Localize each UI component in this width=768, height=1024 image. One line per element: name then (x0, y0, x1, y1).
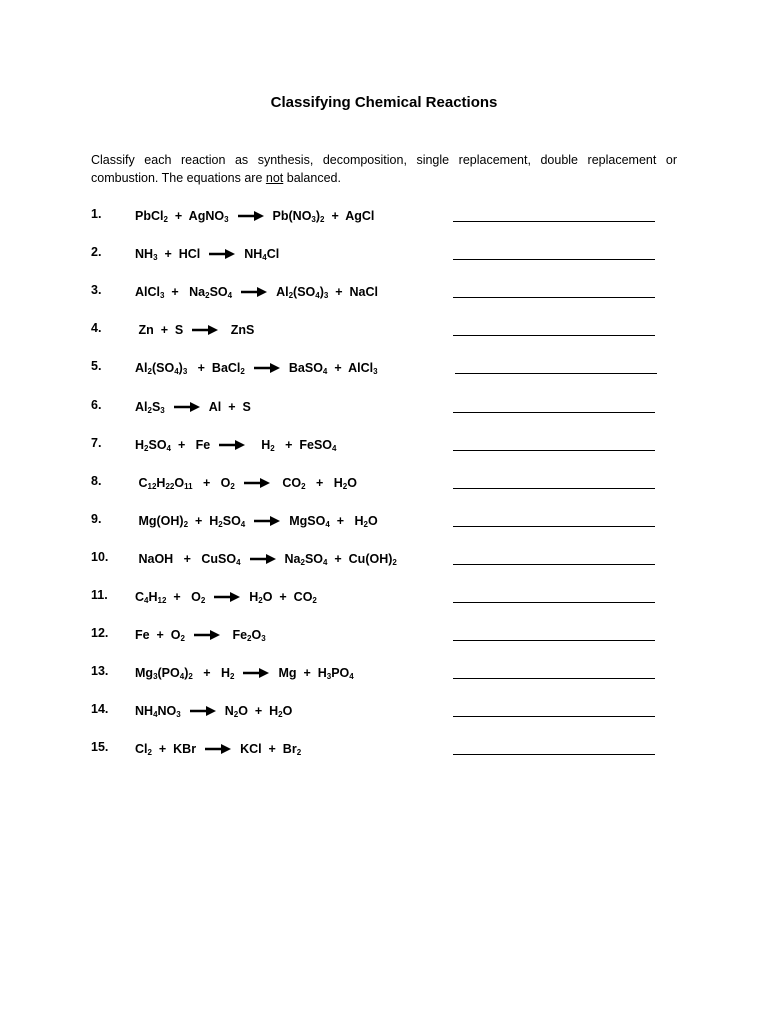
reaction-number: 12. (91, 626, 109, 640)
reaction-number: 3. (91, 283, 102, 297)
answer-blank[interactable] (453, 640, 655, 641)
arrow-icon (191, 324, 219, 336)
answer-blank[interactable] (455, 373, 657, 374)
arrow-icon (243, 477, 271, 489)
reactants: $C_{12}H_{22}O_{11} + O_2$ (135, 476, 235, 491)
reaction-row (91, 207, 661, 227)
reaction-equation (135, 664, 354, 682)
reactants: $Fe + O_2$ (135, 628, 185, 643)
reaction-equation (135, 283, 378, 301)
arrow-icon (237, 210, 265, 222)
reaction-row (91, 626, 661, 646)
products: $Al_2(SO_4)_3$ + NaCl (276, 285, 379, 300)
arrow-icon (173, 401, 201, 413)
arrow-icon (240, 286, 268, 298)
reaction-number: 7. (91, 436, 102, 450)
answer-blank[interactable] (453, 450, 655, 451)
reactants: NaOH + CuSO$_4$ (135, 552, 241, 567)
answer-blank[interactable] (453, 488, 655, 489)
reaction-equation (135, 512, 378, 530)
reaction-row (91, 664, 661, 684)
reactants: $Al_2S_3$ (135, 400, 165, 415)
reaction-number: 14. (91, 702, 109, 716)
answer-blank[interactable] (453, 526, 655, 527)
reactants: $C_4H_{12} + O_2$ (135, 590, 206, 605)
reaction-row (91, 702, 661, 722)
answer-blank[interactable] (453, 564, 655, 565)
reaction-number: 4. (91, 321, 102, 335)
reaction-number: 1. (91, 207, 102, 221)
arrow-icon (189, 705, 217, 717)
reaction-row (91, 359, 661, 379)
reaction-equation (135, 207, 374, 225)
products: BaSO$_4$ + AlCl$_3$ (288, 361, 378, 376)
arrow-icon (213, 591, 241, 603)
products: $N_2O + H_2O$ (224, 704, 293, 719)
reaction-equation (135, 321, 254, 339)
reaction-number: 15. (91, 740, 109, 754)
products: KCl + $Br_2$ (240, 742, 302, 757)
reactants: $Mg_3(PO_4)_2 + H_2$ (135, 666, 235, 681)
reaction-equation (135, 740, 301, 758)
reaction-number: 13. (91, 664, 109, 678)
answer-blank[interactable] (453, 602, 655, 603)
reaction-row (91, 436, 661, 456)
arrow-icon (218, 439, 246, 451)
reactants: $NH_4NO_3$ (135, 704, 181, 719)
reaction-number: 10. (91, 550, 109, 564)
arrow-icon (253, 515, 281, 527)
products: $CO_2 + H_2O$ (278, 476, 357, 491)
products: $H_2O + CO_2$ (249, 590, 317, 605)
instructions (91, 151, 677, 187)
answer-blank[interactable] (453, 259, 655, 260)
products: Al + S (208, 400, 251, 414)
arrow-icon (253, 362, 281, 374)
reaction-row (91, 283, 661, 303)
reaction-equation (135, 436, 336, 454)
answer-blank[interactable] (453, 716, 655, 717)
reaction-row (91, 588, 661, 608)
products: $NH_4Cl$ (244, 247, 280, 262)
reaction-equation (135, 474, 357, 492)
answer-blank[interactable] (453, 335, 655, 336)
arrow-icon (242, 667, 270, 679)
reactants: $H_2SO_4 + Fe$ (135, 438, 211, 453)
products: MgSO$_4$ + $H_2O$ (289, 514, 378, 529)
reactants: $Mg(OH)_2 + H_2SO_4$ (135, 514, 246, 529)
instructions-text: Classify each reaction as synthesis, decomposition, single replacement, double replacement or combustion. The equations are (91, 153, 677, 185)
products: $Pb(NO_3)_2$ + AgCl (272, 209, 375, 224)
reactants: $Al_2(SO_4)_3$ + BaCl$_2$ (135, 361, 245, 376)
reaction-row (91, 321, 661, 341)
reactants: PbCl$_2$ + AgNO$_3$ (135, 209, 229, 224)
answer-blank[interactable] (453, 412, 655, 413)
reaction-equation (135, 359, 378, 377)
products: $Fe_2O_3$ (228, 628, 266, 643)
reaction-number: 8. (91, 474, 102, 488)
reaction-number: 6. (91, 398, 102, 412)
reaction-number: 2. (91, 245, 102, 259)
answer-blank[interactable] (453, 754, 655, 755)
reaction-equation (135, 702, 292, 720)
page-title: Classifying Chemical Reactions (270, 94, 498, 111)
reaction-row (91, 550, 661, 570)
arrow-icon (208, 248, 236, 260)
answer-blank[interactable] (453, 297, 655, 298)
reaction-number: 5. (91, 359, 102, 373)
reactants: AlCl$_3$ + $Na_2SO_4$ (135, 285, 233, 300)
answer-blank[interactable] (453, 221, 655, 222)
arrow-icon (249, 553, 277, 565)
products: $Na_2SO_4 + Cu(OH)_2$ (284, 552, 397, 567)
reaction-number: 11. (91, 588, 108, 602)
reaction-number: 9. (91, 512, 102, 526)
reaction-row (91, 740, 661, 760)
instructions-emphasis: not (265, 171, 284, 185)
reactants: $Cl_2$ + KBr (135, 742, 197, 757)
reactants: $NH_3$ + HCl (135, 247, 201, 262)
reaction-equation (135, 550, 397, 568)
reaction-equation (135, 626, 266, 644)
reaction-row (91, 474, 661, 494)
arrow-icon (193, 629, 221, 641)
reaction-row (91, 245, 661, 265)
arrow-icon (204, 743, 232, 755)
reactants: Zn + S (135, 323, 184, 337)
answer-blank[interactable] (453, 678, 655, 679)
products: ZnS (227, 323, 255, 337)
instructions-text-end: balanced. (283, 171, 341, 185)
reaction-row (91, 398, 661, 418)
reaction-equation (135, 398, 251, 416)
reaction-row (91, 512, 661, 532)
reaction-equation (135, 588, 317, 606)
products: $H_2$ + FeSO$_4$ (254, 438, 337, 453)
reaction-equation (135, 245, 279, 263)
products: $Mg + H_3PO_4$ (278, 666, 354, 681)
